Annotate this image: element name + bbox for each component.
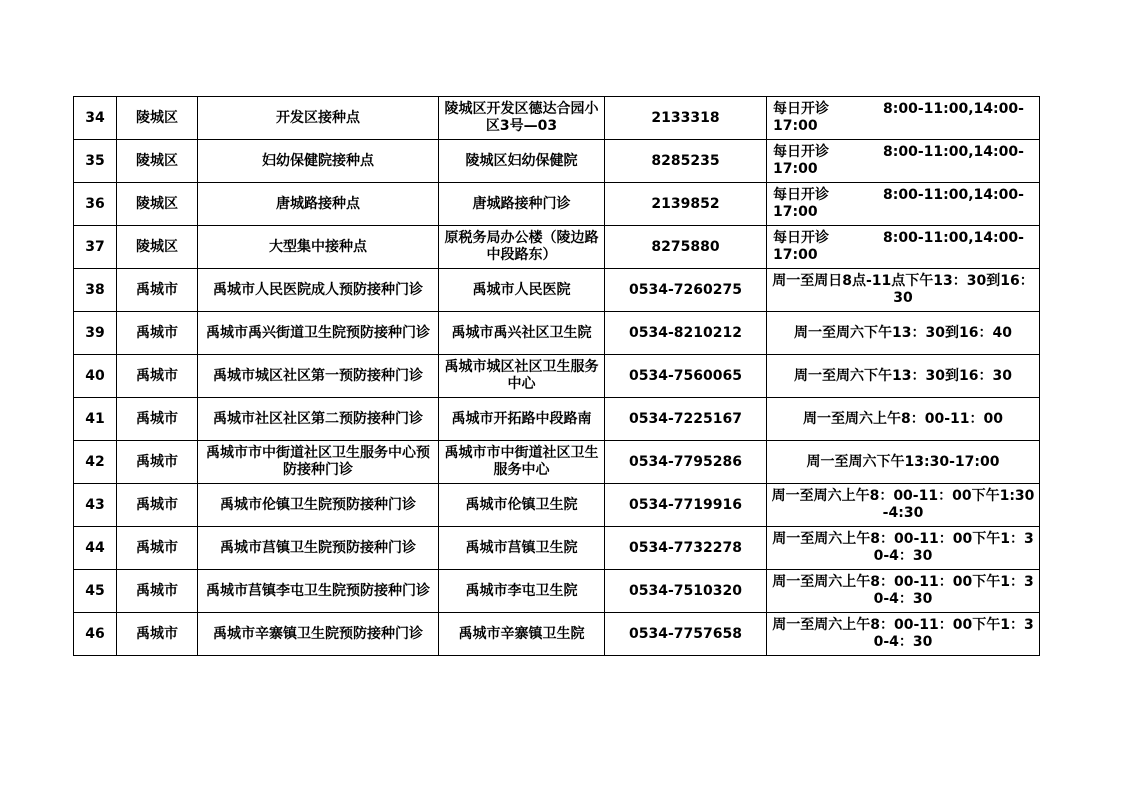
- hours-label: 每日开诊: [773, 101, 829, 117]
- row-number: 40: [74, 355, 117, 398]
- hours-cell: 周一至周六上午8：00-11：00下午1：30-4：30: [767, 527, 1040, 570]
- district-cell: 禹城市: [117, 269, 198, 312]
- address-cell: 陵城区开发区德达合园小区3号—03: [439, 97, 605, 140]
- hours-time: 8:00-11:00,14:00-17:00: [773, 144, 1024, 177]
- row-number: 45: [74, 570, 117, 613]
- hours-cell: [767, 97, 1040, 140]
- phone-cell: 0534-7260275: [605, 269, 767, 312]
- phone-cell: 8285235: [605, 140, 767, 183]
- district-cell: 陵城区: [117, 226, 198, 269]
- district-cell: 禹城市: [117, 441, 198, 484]
- hours-cell: 周一至周六下午13：30到16：30: [767, 355, 1040, 398]
- phone-cell: 0534-7560065: [605, 355, 767, 398]
- address-cell: 唐城路接种门诊: [439, 183, 605, 226]
- address-cell: 原税务局办公楼（陵边路中段路东）: [439, 226, 605, 269]
- district-cell: 禹城市: [117, 527, 198, 570]
- site-name-cell: 大型集中接种点: [198, 226, 439, 269]
- address-cell: 禹城市开拓路中段路南: [439, 398, 605, 441]
- table-body: [74, 97, 1040, 656]
- hours-cell: 周一至周六上午8：00-11：00: [767, 398, 1040, 441]
- hours-cell: [767, 226, 1040, 269]
- phone-cell: 0534-7225167: [605, 398, 767, 441]
- district-cell: 禹城市: [117, 613, 198, 656]
- address-cell: 禹城市禹兴社区卫生院: [439, 312, 605, 355]
- table-row: [74, 183, 1040, 226]
- site-name-cell: 禹城市禹兴街道卫生院预防接种门诊: [198, 312, 439, 355]
- table-row: [74, 570, 1040, 613]
- hours-cell: [767, 140, 1040, 183]
- site-name-cell: 禹城市市中街道社区卫生服务中心预防接种门诊: [198, 441, 439, 484]
- hours-cell: [767, 183, 1040, 226]
- district-cell: 陵城区: [117, 97, 198, 140]
- row-number: 43: [74, 484, 117, 527]
- hours-time: 8:00-11:00,14:00-17:00: [773, 187, 1024, 220]
- row-number: 35: [74, 140, 117, 183]
- address-cell: 禹城市人民医院: [439, 269, 605, 312]
- site-name-cell: 开发区接种点: [198, 97, 439, 140]
- district-cell: 陵城区: [117, 183, 198, 226]
- hours-label: 每日开诊: [773, 230, 829, 246]
- table-row: [74, 484, 1040, 527]
- address-cell: 禹城市城区社区卫生服务中心: [439, 355, 605, 398]
- table-row: [74, 441, 1040, 484]
- row-number: 34: [74, 97, 117, 140]
- district-cell: 陵城区: [117, 140, 198, 183]
- phone-cell: 0534-7757658: [605, 613, 767, 656]
- row-number: 46: [74, 613, 117, 656]
- phone-cell: 2133318: [605, 97, 767, 140]
- row-number: 44: [74, 527, 117, 570]
- phone-cell: 0534-8210212: [605, 312, 767, 355]
- row-number: 36: [74, 183, 117, 226]
- site-name-cell: 唐城路接种点: [198, 183, 439, 226]
- row-number: 39: [74, 312, 117, 355]
- hours-label: 每日开诊: [773, 144, 829, 160]
- table-row: [74, 140, 1040, 183]
- phone-cell: 0534-7510320: [605, 570, 767, 613]
- site-name-cell: 妇幼保健院接种点: [198, 140, 439, 183]
- district-cell: 禹城市: [117, 484, 198, 527]
- phone-cell: 0534-7795286: [605, 441, 767, 484]
- table-row: [74, 613, 1040, 656]
- hours-time: 8:00-11:00,14:00-17:00: [773, 230, 1024, 263]
- table-row: [74, 527, 1040, 570]
- phone-cell: 0534-7732278: [605, 527, 767, 570]
- hours-cell: 周一至周六下午13：30到16：40: [767, 312, 1040, 355]
- table-row: [74, 355, 1040, 398]
- hours-cell: 周一至周六上午8：00-11：00下午1:30-4:30: [767, 484, 1040, 527]
- table-row: [74, 312, 1040, 355]
- address-cell: 禹城市莒镇卫生院: [439, 527, 605, 570]
- site-name-cell: 禹城市莒镇李屯卫生院预防接种门诊: [198, 570, 439, 613]
- hours-cell: 周一至周六下午13:30-17:00: [767, 441, 1040, 484]
- phone-cell: 8275880: [605, 226, 767, 269]
- address-cell: 禹城市市中街道社区卫生服务中心: [439, 441, 605, 484]
- phone-cell: 2139852: [605, 183, 767, 226]
- hours-time: 8:00-11:00,14:00-17:00: [773, 101, 1024, 134]
- site-name-cell: 禹城市莒镇卫生院预防接种门诊: [198, 527, 439, 570]
- table-row: [74, 97, 1040, 140]
- district-cell: 禹城市: [117, 570, 198, 613]
- district-cell: 禹城市: [117, 398, 198, 441]
- district-cell: 禹城市: [117, 312, 198, 355]
- row-number: 38: [74, 269, 117, 312]
- site-name-cell: 禹城市城区社区第一预防接种门诊: [198, 355, 439, 398]
- address-cell: 陵城区妇幼保健院: [439, 140, 605, 183]
- hours-cell: 周一至周六上午8：00-11：00下午1：30-4：30: [767, 613, 1040, 656]
- site-name-cell: 禹城市伦镇卫生院预防接种门诊: [198, 484, 439, 527]
- row-number: 37: [74, 226, 117, 269]
- site-name-cell: 禹城市辛寨镇卫生院预防接种门诊: [198, 613, 439, 656]
- row-number: 42: [74, 441, 117, 484]
- row-number: 41: [74, 398, 117, 441]
- address-cell: 禹城市辛寨镇卫生院: [439, 613, 605, 656]
- address-cell: 禹城市李屯卫生院: [439, 570, 605, 613]
- table-row: [74, 269, 1040, 312]
- hours-cell: 周一至周日8点-11点下午13：30到16：30: [767, 269, 1040, 312]
- site-name-cell: 禹城市社区社区第二预防接种门诊: [198, 398, 439, 441]
- district-cell: 禹城市: [117, 355, 198, 398]
- table-row: [74, 398, 1040, 441]
- phone-cell: 0534-7719916: [605, 484, 767, 527]
- hours-cell: 周一至周六上午8：00-11：00下午1：30-4：30: [767, 570, 1040, 613]
- site-name-cell: 禹城市人民医院成人预防接种门诊: [198, 269, 439, 312]
- hours-label: 每日开诊: [773, 187, 829, 203]
- table-row: [74, 226, 1040, 269]
- address-cell: 禹城市伦镇卫生院: [439, 484, 605, 527]
- vaccination-sites-table: [73, 96, 1040, 656]
